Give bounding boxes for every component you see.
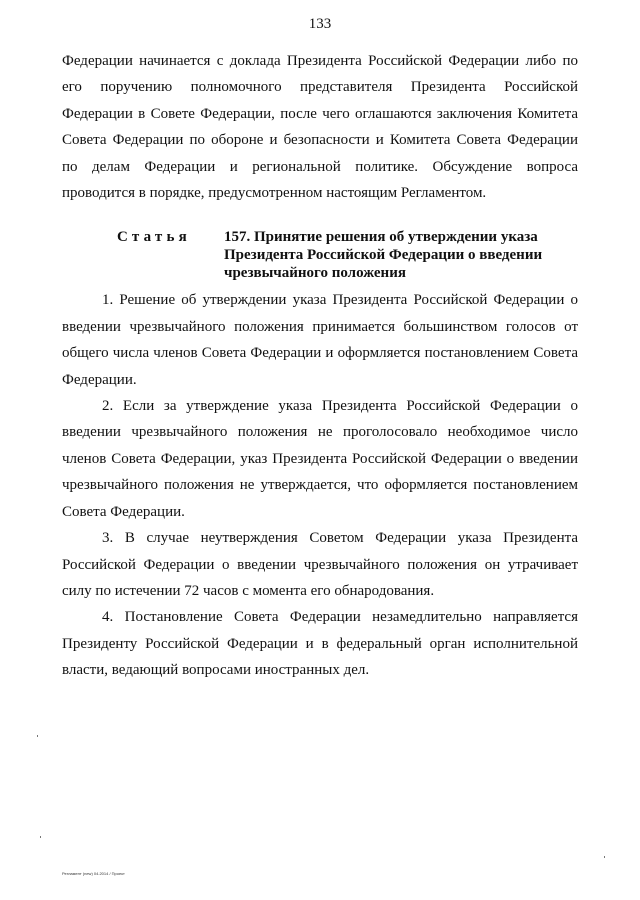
intro-line: Федерации в Совете Федерации, после чего оглашаются заключения Комитета — [62, 105, 578, 122]
article-title-line: чрезвычайного положения — [224, 265, 406, 282]
article-heading — [62, 228, 578, 282]
article-title-line: 157. Принятие решения об утверждении указа — [224, 229, 538, 246]
intro-paragraph — [62, 48, 578, 206]
article-label: Статья — [117, 229, 191, 246]
intro-line: по делам Федерации и региональной политике. Обсуждение вопроса — [62, 158, 578, 175]
article-title — [224, 228, 584, 282]
article-paragraph-2: 2. Если за утверждение указа Президента Российской Федерации о введении чрезвычайного положения не проголосовало необходимое число членов Совета Федерации, указ Президента Российской Федерации о введении чрезвычайного положения не утверждается, что оформляется постановлением Совета Федерации. — [62, 398, 578, 520]
intro-line: Совета Федерации по обороне и безопасности и Комитета Совета Федерации — [62, 132, 578, 149]
scan-mark — [604, 856, 605, 858]
document-body — [62, 48, 578, 684]
intro-line: Федерации начинается с доклада Президента Российской Федерации либо по — [62, 53, 578, 69]
article-paragraph-1: 1. Решение об утверждении указа Президента Российской Федерации о введении чрезвычайного положения принимается большинством голосов от общего числа членов Совета Федерации и оформляется постановлением Совета Федерации. — [62, 292, 578, 388]
article-paragraph-4: 4. Постановление Совета Федерации незамедлительно направляется Президенту Российской Федерации и в федеральный орган исполнительной власти, ведающий вопросами иностранных дел. — [62, 609, 578, 679]
article-title-line: Президента Российской Федерации о введении — [224, 247, 543, 264]
page-number: 133 — [308, 16, 332, 32]
scan-mark — [40, 836, 41, 838]
intro-line: проводится в порядке, предусмотренном настоящим Регламентом. — [62, 185, 487, 202]
article-paragraph-3: 3. В случае неутверждения Советом Федерации указа Президента Российской Федерации о введении чрезвычайного положения он утрачивает силу по истечении 72 часов с момента его обнародования. — [62, 530, 578, 599]
scan-mark — [37, 735, 38, 737]
intro-line: его поручению полномочного представителя Президента Российской — [62, 79, 578, 96]
footer-note: Регламент (new) 04.2014 / Проект — [62, 871, 125, 876]
